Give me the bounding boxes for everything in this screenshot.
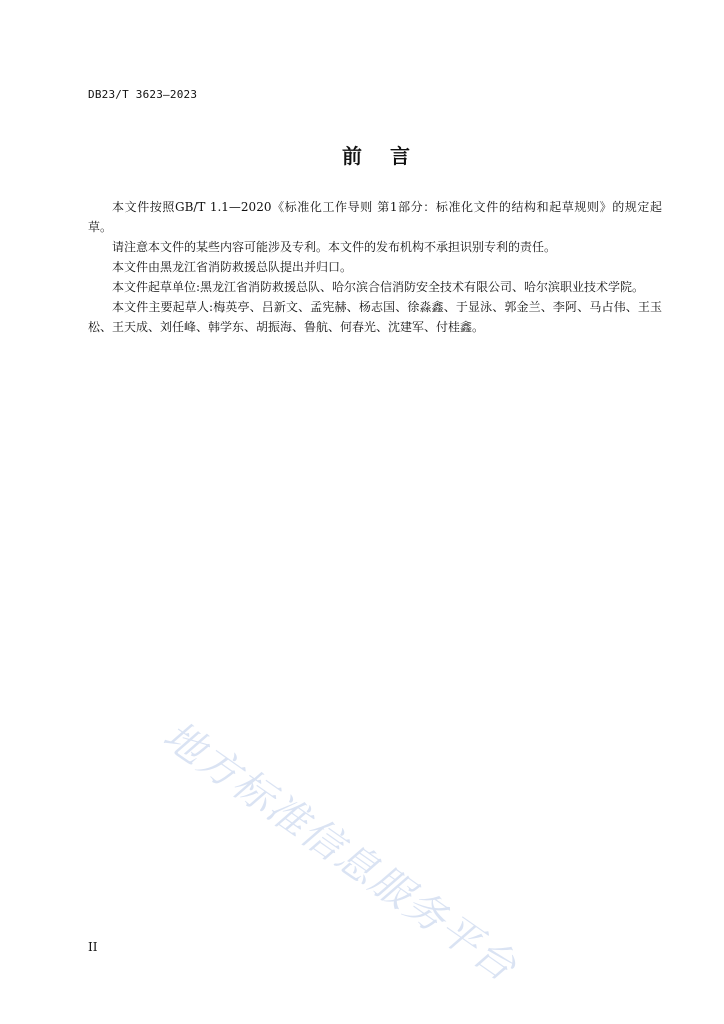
paragraph-drafters: 本文件主要起草人:梅英亭、吕新文、孟宪赫、杨志国、徐淼鑫、于显泳、郭金兰、李阿、马占伟、王玉松、王天成、刘任峰、韩学东、胡振海、鲁航、何春光、沈建军、付桂鑫。 xyxy=(88,300,662,334)
paragraph-proposer: 本文件由黑龙江省消防救援总队提出并归口。 xyxy=(112,260,353,274)
foreword-content xyxy=(88,197,662,337)
paragraph-patent-notice: 请注意本文件的某些内容可能涉及专利。本文件的发布机构不承担识别专利的责任。 xyxy=(112,240,557,254)
page-title: 前言 xyxy=(342,144,438,168)
watermark: 地方标准信息服务平台 xyxy=(154,712,526,992)
document-code: DB23/T 3623—2023 xyxy=(88,88,198,101)
paragraph-drafting-rules: 本文件按照GB/T 1.1—2020《标准化工作导则 第1部分：标准化文件的结构和起草规则》的规定起草。 xyxy=(88,200,662,234)
page-number: II xyxy=(88,940,98,954)
paragraph-drafting-units: 本文件起草单位:黑龙江省消防救援总队、哈尔滨合信消防安全技术有限公司、哈尔滨职业技术学院。 xyxy=(112,280,645,294)
